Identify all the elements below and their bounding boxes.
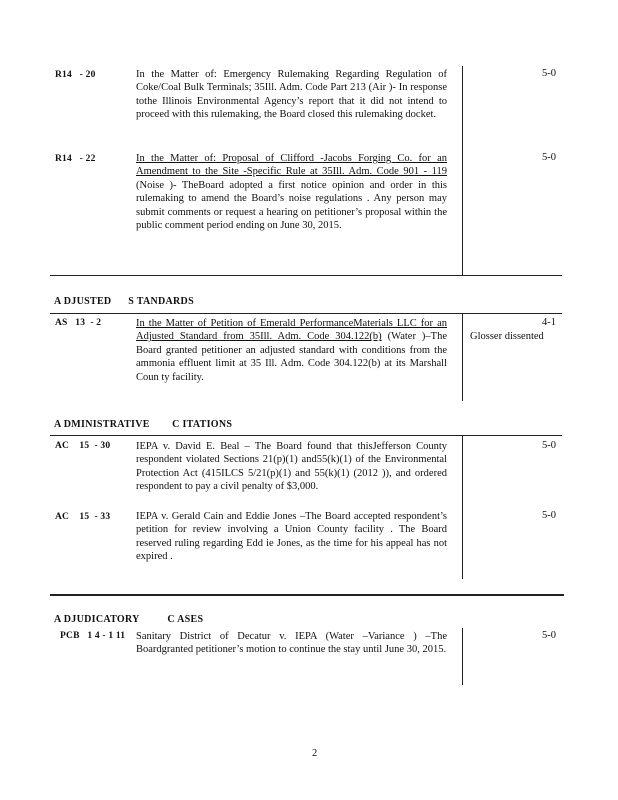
docket-id: PCB 1 4 - 1 11 [60, 631, 126, 641]
entry-description [136, 317, 447, 384]
vote-count: 5-0 [542, 630, 556, 641]
vote-count: 5-0 [542, 152, 556, 163]
section-rule [50, 313, 562, 314]
section-heading: A DJUDICATORY C ASES [54, 614, 204, 625]
entry-description [136, 68, 447, 122]
section-rule [50, 435, 562, 436]
section-heading: A DJUSTED S TANDARDS [54, 296, 194, 307]
vote-count: 5-0 [542, 510, 556, 521]
entry-title: In the Matter of: Proposal of Clifford -Jacobs Forging Co. for an Amendment to the Site -Specific Rule at 35Ill. Adm. Code 901 - 119 [136, 153, 447, 178]
column-divider [462, 436, 463, 579]
column-divider [462, 628, 463, 685]
entry-title: In the Matter of Petition of Emerald PerformanceMaterials LLC for an Adjusted Standard from 35Ill. Adm. Code 304.122(b) [136, 318, 447, 343]
docket-id: AS 13 - 2 [55, 318, 102, 328]
vote-count: 5-0 [542, 440, 556, 451]
docket-id: R14 - 22 [55, 154, 96, 164]
entry-text: IEPA v. Gerald Cain and Eddie Jones –The Board accepted respondent’s petition for review involving a Union County facility . The Board reserved ruling regarding Edd ie Jones, as the time for his appeal has not expired . [136, 511, 447, 563]
section-rule [50, 275, 562, 276]
entry-description [136, 630, 447, 657]
entry-description [136, 152, 447, 232]
vote-count: 5-0 [542, 68, 556, 79]
entry-text: In the Matter of: Emergency Rulemaking Regarding Regulation of Coke/Coal Bulk Terminals; 35Ill. Adm. Code Part 213 (Air )- In response tothe Illinois Environmental Agency’s report that it did not intend to proceed with this rulemaking, the Board closed this rulemaking docket. [136, 69, 447, 121]
entry-text: Sanitary District of Decatur v. IEPA (Water –Variance ) –The Boardgranted petitioner’s motion to continue the stay until June 30, 2015. [136, 631, 447, 656]
page-number: 2 [312, 748, 318, 759]
entry-text: IEPA v. David E. Beal – The Board found that thisJefferson County respondent violated Sections 21(p)(1) and55(k)(1) of the Environmental Protection Act (415ILCS 5/21(p)(1) and 55(k)(1) (2012 )), and ordered respondent to pay a civil penalty of $3,000. [136, 441, 447, 493]
column-divider [462, 66, 463, 275]
section-heading: A DMINISTRATIVE C ITATIONS [54, 419, 233, 430]
entry-text: (Noise )- TheBoard adopted a first notice opinion and order in this rulemaking to amend the Board’s noise regulations . Any person may submit comments or request a hearing on petitioner’s proposal within the public comment period ending on June 30, 2015. [136, 179, 447, 232]
column-divider [462, 314, 463, 401]
vote-count: 4-1 [542, 317, 556, 328]
entry-description [136, 510, 447, 564]
dissent-note: Glosser dissented [470, 331, 544, 342]
docket-id: R14 - 20 [55, 70, 96, 80]
docket-id: AC 15 - 33 [55, 512, 111, 522]
entry-text: (Water )–The Board granted petitioner an adjusted standard with conditions from the ammonia effluent limit at 35 Ill. Adm. Code 304.122(b) at its Marshall Coun ty facility. [136, 331, 448, 383]
docket-id: AC 15 - 30 [55, 441, 111, 451]
entry-description [136, 440, 447, 494]
section-rule [50, 594, 564, 596]
